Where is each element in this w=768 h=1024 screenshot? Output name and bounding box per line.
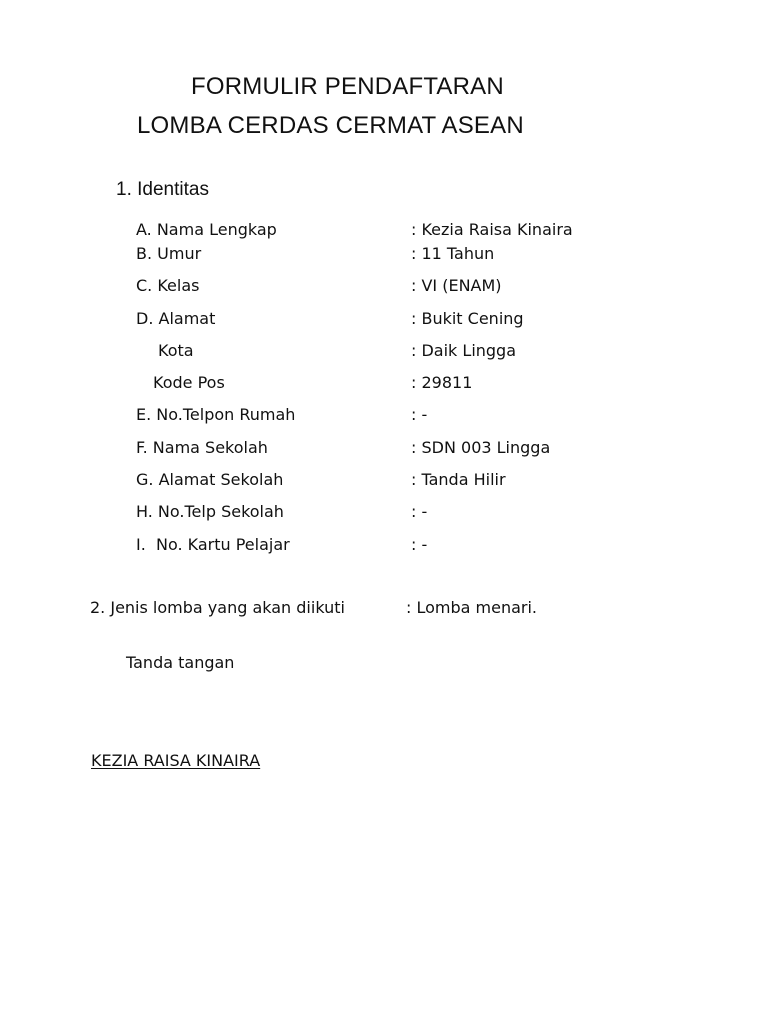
identity-section-heading: 1. Identitas — [116, 179, 209, 200]
class-value: : VI (ENAM) — [411, 276, 502, 295]
competition-type-label: 2. Jenis lomba yang akan diikuti — [90, 598, 345, 617]
identity-row-city — [0, 340, 768, 362]
postal-code-value: : 29811 — [411, 373, 473, 392]
address-label: D. Alamat — [136, 309, 216, 328]
competition-type-value: : Lomba menari. — [406, 598, 538, 617]
identity-row-school-phone — [0, 501, 768, 523]
school-phone-label: H. No.Telp Sekolah — [136, 502, 284, 521]
city-value: : Daik Lingga — [411, 341, 517, 360]
signature-name: KEZIA RAISA KINAIRA — [91, 751, 261, 770]
home-phone-value: : - — [411, 405, 428, 424]
identity-row-school-name — [0, 437, 768, 459]
identity-row-postal-code — [0, 372, 768, 394]
home-phone-label: E. No.Telpon Rumah — [136, 405, 296, 424]
school-name-label: F. Nama Sekolah — [136, 438, 268, 457]
address-value: : Bukit Cening — [411, 309, 524, 328]
name-label: A. Nama Lengkap — [136, 220, 277, 239]
age-value: : 11 Tahun — [411, 244, 495, 263]
student-card-value: : - — [411, 535, 428, 554]
school-name-value: : SDN 003 Lingga — [411, 438, 551, 457]
identity-row-age — [0, 243, 768, 265]
identity-row-student-card — [0, 534, 768, 556]
class-label: C. Kelas — [136, 276, 200, 295]
name-value: : Kezia Raisa Kinaira — [411, 220, 573, 239]
identity-row-home-phone — [0, 404, 768, 426]
postal-code-label: Kode Pos — [153, 373, 225, 392]
student-card-label: I. No. Kartu Pelajar — [136, 535, 290, 554]
school-address-value: : Tanda Hilir — [411, 470, 506, 489]
identity-row-name — [0, 219, 768, 241]
identity-row-class — [0, 275, 768, 297]
signature-label: Tanda tangan — [126, 653, 235, 672]
identity-row-school-address — [0, 469, 768, 491]
age-label: B. Umur — [136, 244, 202, 263]
identity-row-address — [0, 308, 768, 330]
school-phone-value: : - — [411, 502, 428, 521]
form-title-line-2: LOMBA CERDAS CERMAT ASEAN — [137, 112, 524, 139]
form-title-line-1: FORMULIR PENDAFTARAN — [191, 73, 504, 100]
city-label: Kota — [158, 341, 194, 360]
school-address-label: G. Alamat Sekolah — [136, 470, 284, 489]
competition-type-row — [0, 597, 768, 619]
